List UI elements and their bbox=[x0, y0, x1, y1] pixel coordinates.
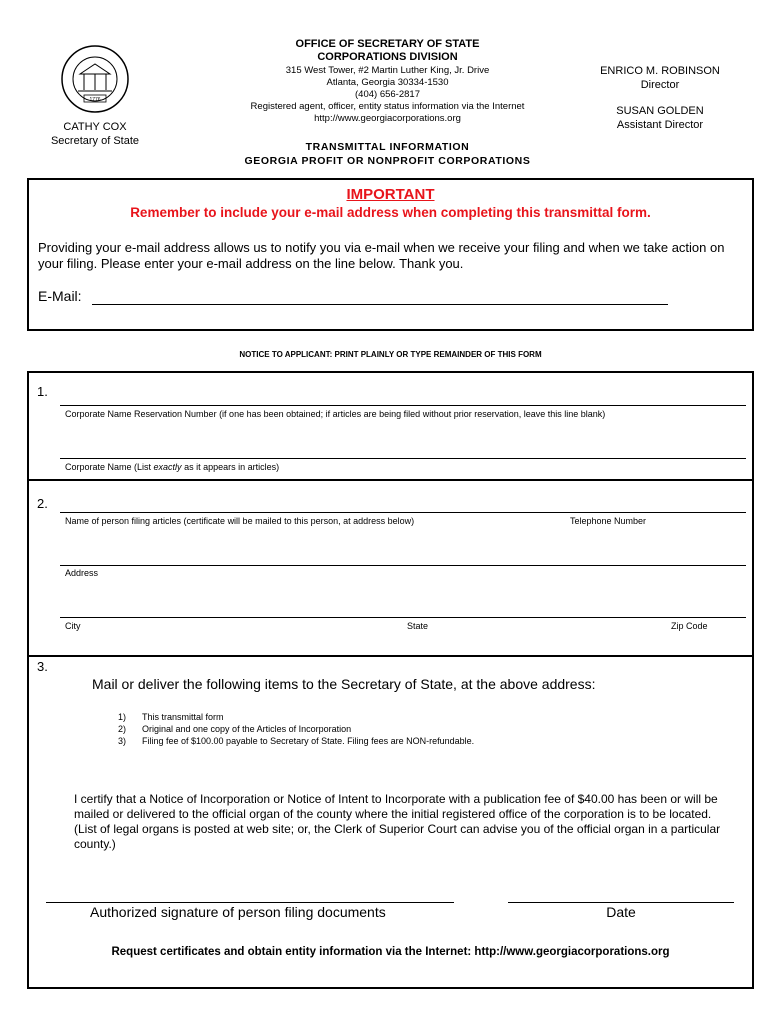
office-website: http://www.georgiacorporations.org bbox=[314, 113, 461, 124]
assistant-director-name: SUSAN GOLDEN bbox=[616, 105, 704, 117]
email-input-line[interactable] bbox=[92, 304, 668, 305]
section-divider-2 bbox=[29, 655, 752, 657]
address-line[interactable] bbox=[60, 565, 746, 566]
email-label: E-Mail: bbox=[38, 288, 82, 304]
office-address-line1: 315 West Tower, #2 Martin Luther King, Jr. Drive bbox=[285, 65, 490, 76]
assistant-director-title: Assistant Director bbox=[616, 119, 704, 131]
transmittal-subtitle: GEORGIA PROFIT OR NONPROFIT CORPORATIONS bbox=[244, 155, 531, 167]
section-3-number: 3. bbox=[37, 659, 48, 674]
mail-instruction: Mail or deliver the following items to the Secretary of State, at the above address: bbox=[92, 676, 596, 692]
filer-name-caption: Name of person filing articles (certificate will be mailed to this person, at address below) bbox=[65, 516, 415, 526]
certification-text: I certify that a Notice of Incorporation or Notice of Intent to Incorporate with a publication fee of $40.00 has been or will be mailed or delivered to the official organ of the county where the initial registered office of the corporation is to be located. (List of legal organs is posted at web site; or, the Clerk of Superior Court can advise you of the official organ in a particular county.) bbox=[74, 792, 721, 851]
office-info: Registered agent, officer, entity status information via the Internet bbox=[250, 101, 525, 112]
zip-caption: Zip Code bbox=[671, 621, 708, 631]
svg-text:1776: 1776 bbox=[89, 97, 101, 103]
filer-name-line[interactable] bbox=[60, 512, 746, 513]
email-reminder: Remember to include your e-mail address when completing this transmittal form. bbox=[130, 205, 651, 220]
items-list bbox=[118, 711, 474, 747]
secretary-name: CATHY COX bbox=[63, 121, 127, 133]
email-explanation: Providing your e-mail address allows us to notify you via e-mail when we receive your filing and when we take action on your filing. Please enter your e-mail address on the line below. Thank you. bbox=[38, 240, 725, 271]
director-name: ENRICO M. ROBINSON bbox=[600, 65, 720, 77]
reservation-number-line[interactable] bbox=[60, 405, 746, 406]
list-item: 2) Original and one copy of the Articles of Incorporation bbox=[118, 724, 352, 734]
list-item: 1) This transmittal form bbox=[118, 712, 224, 722]
division-title: CORPORATIONS DIVISION bbox=[317, 51, 458, 63]
reservation-number-caption: Corporate Name Reservation Number (if one has been obtained; if articles are being filed without prior reservation, leave this line blank) bbox=[65, 409, 606, 419]
section-1-number: 1. bbox=[37, 384, 48, 399]
city-caption: City bbox=[65, 621, 81, 631]
state-seal bbox=[60, 44, 130, 114]
section-2-number: 2. bbox=[37, 496, 48, 511]
list-item: 3) Filing fee of $100.00 payable to Secretary of State. Filing fees are NON-refundable. bbox=[118, 736, 475, 746]
director-title: Director bbox=[640, 79, 680, 91]
corporate-name-caption: Corporate Name (List exactly as it appears in articles) bbox=[65, 462, 280, 472]
signature-label: Authorized signature of person filing documents bbox=[90, 904, 386, 920]
telephone-caption: Telephone Number bbox=[570, 516, 647, 526]
section-divider-1 bbox=[29, 479, 752, 481]
address-caption: Address bbox=[65, 568, 99, 578]
footer-internet-info: Request certificates and obtain entity information via the Internet: http://www.georgiacorporations.org bbox=[111, 946, 670, 958]
state-caption: State bbox=[407, 621, 429, 631]
corporate-name-line[interactable] bbox=[60, 458, 746, 459]
city-state-zip-line[interactable] bbox=[60, 617, 746, 618]
notice-to-applicant: NOTICE TO APPLICANT: PRINT PLAINLY OR TYPE REMAINDER OF THIS FORM bbox=[239, 350, 542, 359]
date-label: Date bbox=[606, 904, 636, 920]
office-title: OFFICE OF SECRETARY OF STATE bbox=[295, 38, 480, 50]
office-phone: (404) 656-2817 bbox=[355, 89, 420, 100]
signature-line[interactable] bbox=[46, 902, 454, 903]
office-address-line2: Atlanta, Georgia 30334-1530 bbox=[326, 77, 449, 88]
date-line[interactable] bbox=[508, 902, 734, 903]
important-heading: IMPORTANT bbox=[346, 186, 435, 203]
secretary-title: Secretary of State bbox=[50, 135, 140, 147]
transmittal-title: TRANSMITTAL INFORMATION bbox=[305, 141, 470, 153]
